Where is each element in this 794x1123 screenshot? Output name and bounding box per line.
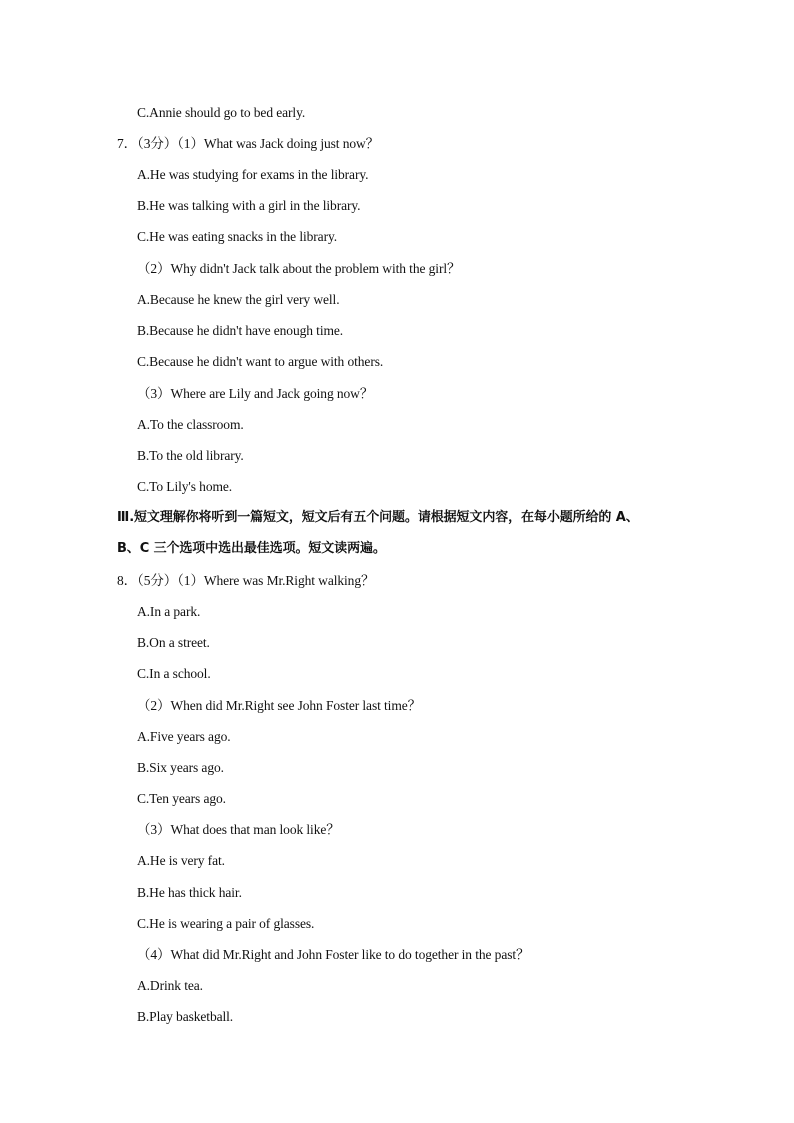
q8-2-option-c: C.Ten years ago. (137, 791, 226, 806)
q8-1-option-b: B.On a street. (137, 635, 210, 650)
q8-1-option-a: A.In a park. (137, 604, 201, 619)
q8-3-option-a: A.He is very fat. (137, 853, 225, 868)
q8-question-3: （3）What does that man look like？ (137, 822, 340, 837)
q8-2-option-b: B.Six years ago. (137, 760, 224, 775)
q8-question-1: 8．（5分）（1）Where was Mr.Right walking？ (117, 573, 375, 588)
q7-question-2: （2）Why didn't Jack talk about the problem with the girl？ (137, 261, 461, 276)
q8-3-option-b: B.He has thick hair. (137, 885, 242, 900)
q6-option-c: C.Annie should go to bed early. (137, 105, 306, 120)
q8-2-option-a: A.Five years ago. (137, 729, 231, 744)
q7-question-1: 7．（3分）（1）What was Jack doing just now？ (117, 136, 380, 151)
q7-2-option-c: C.Because he didn't want to argue with others. (137, 354, 384, 369)
q7-1-option-a: A.He was studying for exams in the library. (137, 167, 369, 182)
section-iii-heading: Ⅲ.短文理解你将听到一篇短文，短文后有五个问题。请根据短文内容，在每小题所给的 A、 (117, 510, 639, 525)
q7-2-option-b: B.Because he didn't have enough time. (137, 323, 344, 338)
q8-4-option-a: A.Drink tea. (137, 978, 203, 993)
q7-3-option-b: B.To the old library. (137, 448, 244, 463)
q7-question-3: （3）Where are Lily and Jack going now？ (137, 386, 374, 401)
section-iii-heading-cont: B、C 三个选项中选出最佳选项。短文读两遍。 (117, 541, 386, 556)
q8-4-option-b: B.Play basketball. (137, 1009, 234, 1024)
q7-2-option-a: A.Because he knew the girl very well. (137, 292, 340, 307)
q8-question-2: （2）When did Mr.Right see John Foster last time？ (137, 698, 422, 713)
q8-3-option-c: C.He is wearing a pair of glasses. (137, 916, 315, 931)
q7-3-option-c: C.To Lily's home. (137, 479, 233, 494)
q7-1-option-b: B.He was talking with a girl in the library. (137, 198, 361, 213)
q8-question-4: （4）What did Mr.Right and John Foster like to do together in the past？ (137, 947, 530, 962)
q7-1-option-c: C.He was eating snacks in the library. (137, 229, 338, 244)
q8-1-option-c: C.In a school. (137, 666, 211, 681)
q7-3-option-a: A.To the classroom. (137, 417, 244, 432)
